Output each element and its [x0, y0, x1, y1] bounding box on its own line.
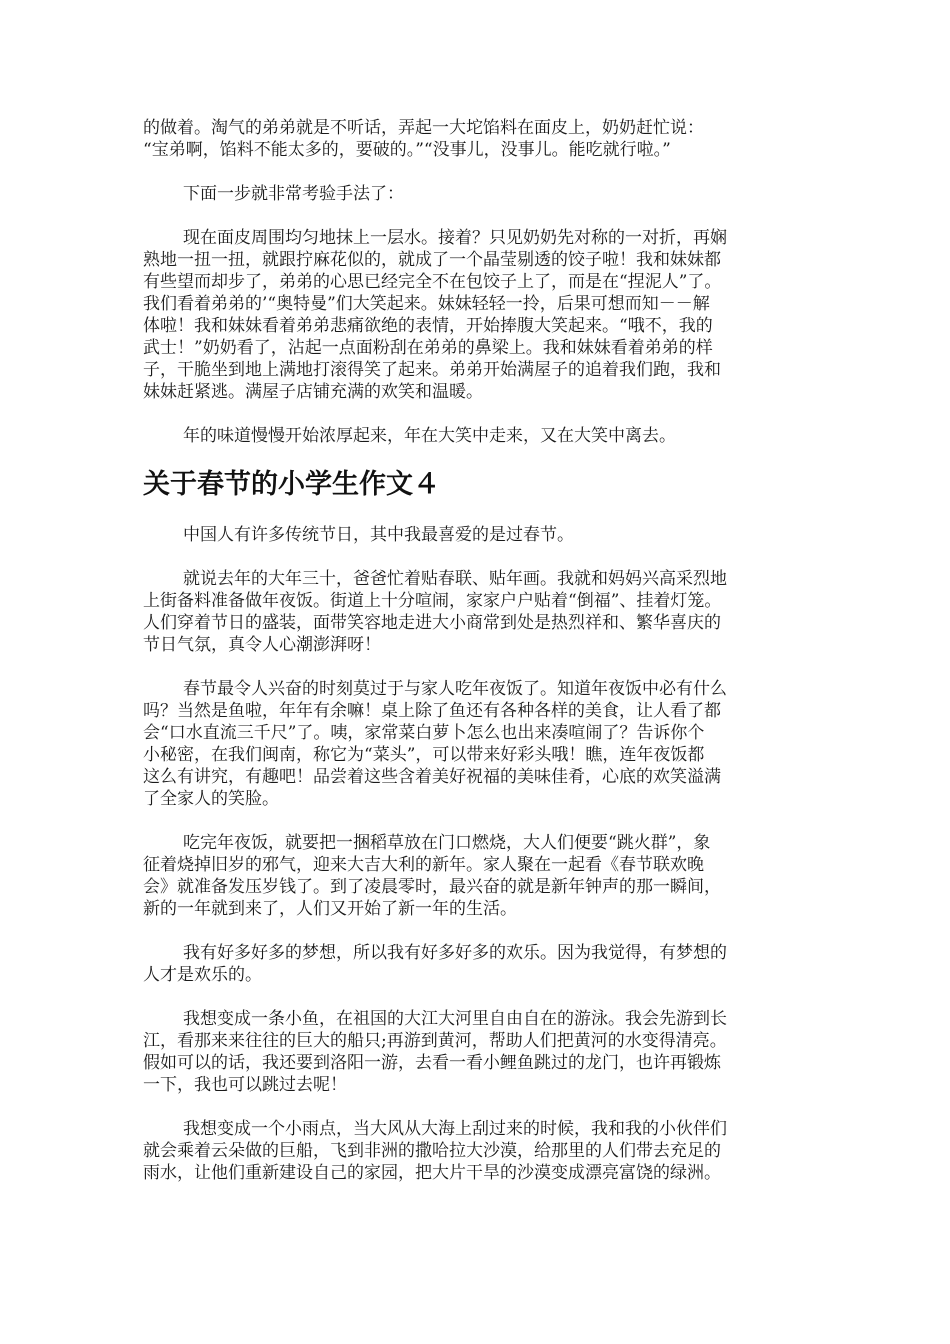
text-line: 年的味道慢慢开始浓厚起来，年在大笑中走来，又在大笑中离去。: [183, 426, 676, 446]
text-line: “宝弟啊，馅料不能太多的，要破的。”“没事儿，没事儿。能吃就行啦。”: [143, 140, 671, 160]
text-line: 会》就准备发压岁钱了。到了凌晨零时，最兴奋的就是新年钟声的那一瞬间，: [143, 877, 721, 897]
text-line: 这么有讲究，有趣吧！品尝着这些含着美好祝福的美味佳肴，心底的欢笑溢满: [143, 767, 721, 787]
paragraph: [143, 183, 807, 205]
text-line: 妹妹赶紧逃。满屋子店铺充满的欢笑和温暖。: [143, 382, 483, 402]
text-line: 了全家人的笑脸。: [143, 789, 279, 809]
text-line: 新的一年就到来了，人们又开始了新一年的生活。: [143, 899, 517, 919]
text-line: 中国人有许多传统节日，其中我最喜爱的是过春节。: [183, 525, 574, 545]
paragraph: [143, 1118, 807, 1184]
text-line: 熟地一扭一扭，就跟拧麻花似的，就成了一个晶莹剔透的饺子啦！我和妹妹都: [143, 250, 721, 270]
text-line: 假如可以的话，我还要到洛阳一游，去看一看小鲤鱼跳过的龙门，也许再锻炼: [143, 1053, 721, 1073]
text-line: 上街备料准备做年夜饭。街道上十分喧闹，家家户户贴着“倒福”、挂着灯笼。: [143, 591, 722, 611]
paragraph: [143, 832, 807, 920]
text-line: 的做着。淘气的弟弟就是不听话，弄起一大坨馅料在面皮上，奶奶赶忙说：: [143, 118, 704, 138]
text-line: 小秘密，在我们闽南，称它为“菜头”，可以带来好彩头哦！瞧，连年夜饭都: [143, 745, 705, 765]
paragraph: [143, 227, 807, 403]
paragraph: [143, 568, 807, 656]
text-line: 我想变成一个小雨点，当大风从大海上刮过来的时候，我和我的小伙伴们: [183, 1119, 727, 1139]
text-line: 雨水，让他们重新建设自己的家园，把大片干旱的沙漠变成漂亮富饶的绿洲。: [143, 1163, 721, 1183]
text-line: 江，看那来来往往的巨大的船只;再游到黄河，帮助人们把黄河的水变得清亮。: [143, 1031, 727, 1051]
paragraph: [143, 678, 807, 810]
text-line: 子，干脆坐到地上满地打滚得笑了起来。弟弟开始满屋子的追着我们跑，我和: [143, 360, 721, 380]
paragraph: [143, 425, 807, 447]
text-line: 吃完年夜饭，就要把一捆稻草放在门口燃烧，大人们便要“跳火群”，象: [183, 833, 711, 853]
text-line: 人才是欢乐的。: [143, 965, 262, 985]
text-line: 就会乘着云朵做的巨船，飞到非洲的撒哈拉大沙漠，给那里的人们带去充足的: [143, 1141, 721, 1161]
text-line: 吗？当然是鱼啦，年年有余嘛！桌上除了鱼还有各种各样的美食，让人看了都: [143, 701, 721, 721]
text-line: 春节最令人兴奋的时刻莫过于与家人吃年夜饭了。知道年夜饭中必有什么: [183, 679, 727, 699]
text-line: 会“口水直流三千尺”了。咦，家常菜白萝卜怎么也出来凑喧闹了？告诉你个: [143, 723, 705, 743]
paragraph: [143, 524, 807, 546]
text-line: 现在面皮周围均匀地抹上一层水。接着？只见奶奶先对称的一对折，再娴: [183, 228, 727, 248]
text-line: 我想变成一条小鱼，在祖国的大江大河里自由自在的游泳。我会先游到长: [183, 1009, 727, 1029]
text-line: 我们看着弟弟的’“奥特曼”们大笑起来。妹妹轻轻一拎，后果可想而知－－解: [143, 294, 710, 314]
paragraph: [143, 942, 807, 986]
text-line: 一下，我也可以跳过去呢！: [143, 1075, 347, 1095]
paragraph-continuation: [143, 117, 807, 161]
text-line: 下面一步就非常考验手法了：: [183, 184, 404, 204]
text-line: 征着烧掉旧岁的邪气，迎来大吉大利的新年。家人聚在一起看《春节联欢晚: [143, 855, 704, 875]
text-line: 人们穿着节日的盛装，面带笑容地走进大小商常到处是热烈祥和、繁华喜庆的: [143, 613, 721, 633]
text-line: 武士！”奶奶看了，沾起一点面粉刮在弟弟的鼻梁上。我和妹妹看着弟弟的样: [143, 338, 713, 358]
text-line: 我有好多好多的梦想，所以我有好多好多的欢乐。因为我觉得，有梦想的: [183, 943, 727, 963]
section-heading: 关于春节的小学生作文４: [143, 469, 440, 500]
text-line: 节日气氛，真令人心潮澎湃呀！: [143, 635, 381, 655]
text-line: 就说去年的大年三十，爸爸忙着贴春联、贴年画。我就和妈妈兴高采烈地: [183, 569, 727, 589]
paragraph: [143, 1008, 807, 1096]
text-line: 有些望而却步了，弟弟的心思已经完全不在包饺子上了，而是在“捏泥人”了。: [143, 272, 722, 292]
text-line: 体啦！我和妹妹看着弟弟悲痛欲绝的表情，开始捧腹大笑起来。“哦不，我的: [143, 316, 713, 336]
